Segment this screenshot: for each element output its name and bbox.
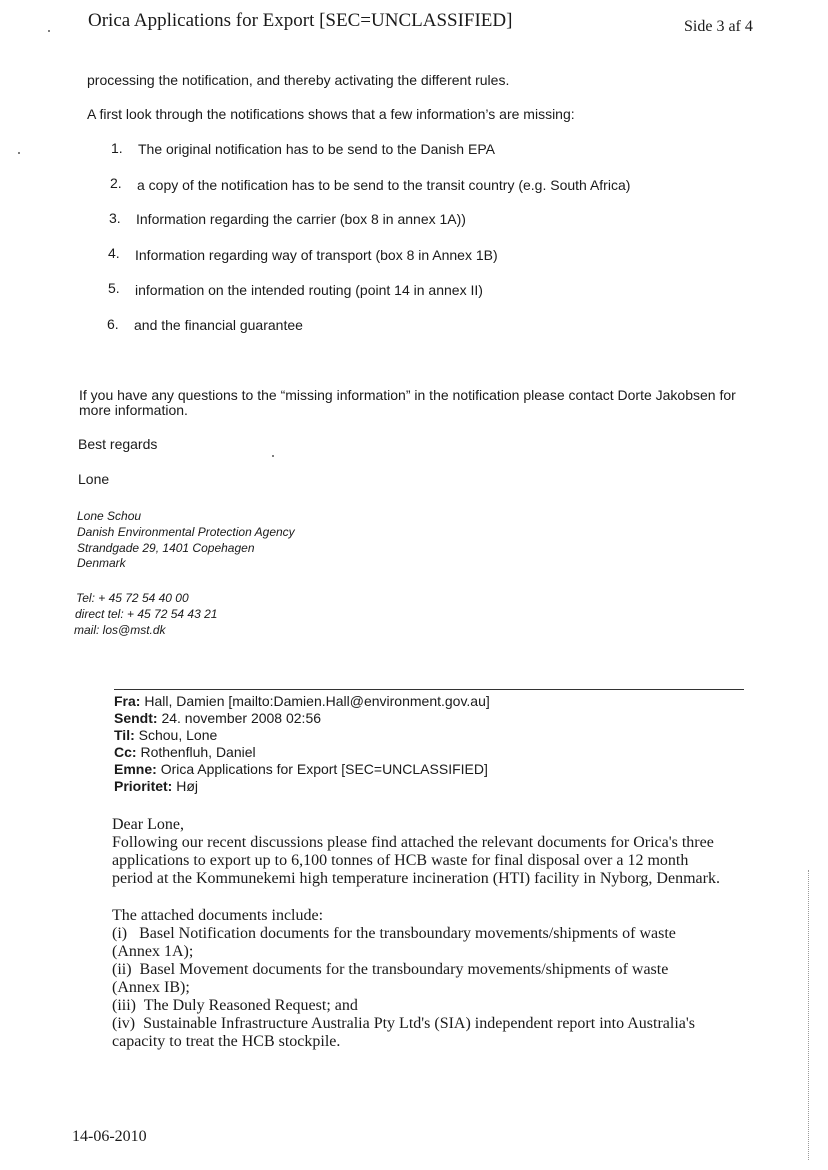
attachment-item: capacity to treat the HCB stockpile. [112,1033,341,1050]
list-item-number: 6. [107,316,119,332]
email-to: Schou, Lone [138,727,218,743]
letter-para-line: applications to export up to 6,100 tonnes of HCB waste for final disposal over a 12 month [112,852,689,869]
signature-email: mail: los@mst.dk [74,623,166,637]
list-item-number: 2. [110,175,122,191]
email-subject: Orica Applications for Export [SEC=UNCLASSIFIED] [160,761,488,777]
list-item-number: 1. [111,140,123,156]
body-paragraph-2: A first look through the notifications shows that a few information’s are missing: [87,106,575,122]
email-from-row [114,693,490,709]
letter-para-line: period at the Kommunekemi high temperature incineration (HTI) facility in Nyborg, Denmark. [112,870,720,887]
email-priority-label: Prioritet: [114,778,173,794]
scan-speck [18,152,20,154]
attachment-item: (i) Basel Notification documents for the transboundary movements/shipments of waste [112,925,676,942]
email-to-row [114,727,217,743]
page-number: Side 3 af 4 [684,18,753,35]
questions-line-1: If you have any questions to the “missing information” in the notification please contact Dorte Jakobsen for [79,387,736,403]
email-priority-row [114,778,198,794]
attachment-item: (iii) The Duly Reasoned Request; and [112,997,358,1014]
questions-line-2: more information. [79,402,188,418]
email-sent-row [114,710,321,726]
email-cc: Rothenfluh, Daniel [140,744,256,760]
signature-name: Lone Schou [77,509,142,523]
letter-greeting: Dear Lone, [112,816,184,833]
email-from: Hall, Damien [mailto:Damien.Hall@environment.gov.au] [144,693,490,709]
closing-regards: Best regards [78,436,158,452]
attachment-item: (Annex IB); [112,979,190,996]
email-subject-label: Emne: [114,761,157,777]
email-cc-row [114,744,256,760]
list-item-text: Information regarding the carrier (box 8 in annex 1A)) [136,211,466,227]
footer-date: 14-06-2010 [72,1128,147,1145]
list-item-number: 4. [108,245,120,261]
separator-line [114,689,744,690]
letter-para-line: Following our recent discussions please find attached the relevant documents for Orica's three [112,834,714,851]
list-item-number: 3. [109,210,121,226]
list-item-text: and the financial guarantee [134,317,303,333]
attachments-intro: The attached documents include: [112,907,324,924]
list-item-text: information on the intended routing (point 14 in annex II) [135,282,483,298]
attachment-item: (iv) Sustainable Infrastructure Australia Pty Ltd's (SIA) independent report into Australia's [112,1015,695,1032]
signature-direct-tel: direct tel: + 45 72 54 43 21 [75,607,218,621]
email-priority: Høj [176,778,199,794]
scan-edge-artifact [808,870,809,1160]
body-paragraph-1: processing the notification, and thereby activating the different rules. [87,72,510,88]
signature-tel: Tel: + 45 72 54 40 00 [76,591,189,605]
attachment-item: (Annex 1A); [112,943,194,960]
scan-speck [272,455,274,457]
email-sent: 24. november 2008 02:56 [161,710,322,726]
email-sent-label: Sendt: [114,710,158,726]
signature-country: Denmark [77,556,126,570]
email-to-label: Til: [114,727,135,743]
email-from-label: Fra: [114,693,141,709]
email-cc-label: Cc: [114,744,137,760]
closing-name: Lone [78,471,110,487]
page-header-title: Orica Applications for Export [SEC=UNCLASSIFIED] [88,10,513,31]
email-subject-row [114,761,488,777]
list-item-text: The original notification has to be send to the Danish EPA [138,141,495,157]
signature-org: Danish Environmental Protection Agency [77,525,295,539]
list-item-number: 5. [108,280,120,296]
scan-speck [48,30,50,32]
list-item-text: a copy of the notification has to be send to the transit country (e.g. South Africa) [137,177,631,193]
attachment-item: (ii) Basel Movement documents for the transboundary movements/shipments of waste [112,961,669,978]
signature-address: Strandgade 29, 1401 Copehagen [77,541,255,555]
list-item-text: Information regarding way of transport (box 8 in Annex 1B) [135,247,498,263]
